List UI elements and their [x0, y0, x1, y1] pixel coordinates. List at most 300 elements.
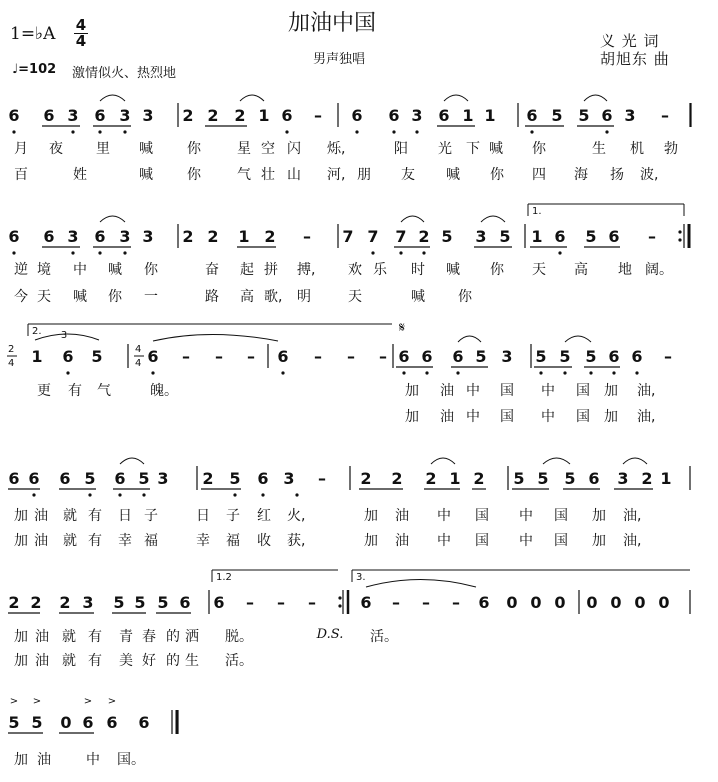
- lyric-syllable: 气: [97, 383, 111, 399]
- jianpu-note: 5: [499, 227, 511, 246]
- jianpu-note: 6: [147, 347, 159, 366]
- jianpu-note: 6: [360, 593, 372, 612]
- lyric-syllable: 加: [604, 383, 618, 399]
- lyric-syllable: 天: [37, 289, 51, 305]
- jianpu-note: 5: [564, 469, 576, 488]
- lyric-syllable: 下: [466, 141, 480, 157]
- octave-dot: [123, 130, 126, 133]
- slur: [100, 216, 125, 222]
- octave-dot: [589, 371, 592, 374]
- jianpu-note: 5: [84, 469, 96, 488]
- slur: [565, 336, 591, 342]
- lyric-syllable: 油: [34, 533, 48, 549]
- jianpu-note: 3: [67, 106, 79, 125]
- lyric-syllable: 喊: [139, 167, 153, 183]
- slur: [100, 95, 125, 101]
- jianpu-note: 1: [484, 106, 496, 125]
- jianpu-note: 6: [138, 713, 150, 732]
- jianpu-note: 5: [537, 469, 549, 488]
- jianpu-note: 6: [82, 713, 94, 732]
- lyric-syllable: 国: [554, 508, 568, 524]
- lyric-syllable: 拼: [264, 262, 278, 278]
- lyricist-credit: 义 光 词: [600, 32, 660, 50]
- lyric-syllable: 更: [37, 383, 51, 399]
- jianpu-note: 5: [475, 347, 487, 366]
- lyric-syllable: 壮: [261, 167, 275, 183]
- jianpu-note: 6: [281, 106, 293, 125]
- lyric-syllable: 你: [490, 262, 504, 278]
- lyric-syllable: 红: [257, 508, 271, 524]
- jianpu-note: 0: [634, 593, 646, 612]
- time-change-denominator: 4: [8, 358, 15, 369]
- jianpu-note: 6: [398, 347, 410, 366]
- slur: [444, 95, 468, 101]
- jianpu-note: 3: [119, 227, 131, 246]
- lyric-syllable: 就: [62, 653, 76, 669]
- volta-ending-1-2-label: 1.2: [216, 572, 232, 583]
- jianpu-note: –: [379, 347, 387, 366]
- jianpu-note: 6: [608, 347, 620, 366]
- jianpu-note: 6: [179, 593, 191, 612]
- jianpu-note: –: [215, 347, 223, 366]
- octave-dot: [530, 130, 533, 133]
- volta-ending-3-label: 3.: [356, 572, 366, 583]
- lyric-syllable: 油: [395, 533, 409, 549]
- lyric-syllable: 幸: [196, 533, 210, 549]
- lyric-syllable: 地: [618, 262, 632, 278]
- lyric-syllable: 朋: [357, 167, 371, 183]
- lyric-syllable: 天: [532, 262, 546, 278]
- accent-mark: >: [83, 696, 93, 707]
- volta-ending-1-label: 1.: [532, 206, 542, 217]
- jianpu-note: –: [182, 347, 190, 366]
- lyric-syllable: 加: [364, 533, 378, 549]
- jianpu-note: 2: [360, 469, 372, 488]
- octave-dot: [142, 493, 145, 496]
- key-signature: 1=♭A: [10, 24, 56, 44]
- lyric-syllable: 获,: [287, 533, 306, 549]
- jianpu-note: 3: [67, 227, 79, 246]
- lyric-syllable: 国: [475, 508, 489, 524]
- octave-dot: [415, 130, 418, 133]
- lyric-syllable: 加: [14, 752, 28, 768]
- jianpu-note: 6: [59, 469, 71, 488]
- jianpu-note: 1: [531, 227, 543, 246]
- jianpu-note: 5: [91, 347, 103, 366]
- time-numerator: 4: [75, 16, 87, 34]
- jianpu-note: –: [661, 106, 669, 125]
- lyric-syllable: 喊: [139, 141, 153, 157]
- lyric-syllable: 加: [592, 533, 606, 549]
- jianpu-note: –: [247, 347, 255, 366]
- jianpu-note: 3: [142, 106, 154, 125]
- slur: [431, 458, 455, 464]
- jianpu-note: 6: [388, 106, 400, 125]
- lyric-syllable: 喊: [411, 289, 425, 305]
- lyric-syllable: 加: [14, 533, 28, 549]
- lyric-syllable: 加: [405, 409, 419, 425]
- octave-dot: [281, 371, 284, 374]
- lyric-syllable: 逆: [14, 262, 28, 278]
- jianpu-note: 1: [238, 227, 250, 246]
- repeat-dot: [338, 604, 341, 607]
- jianpu-note: 2: [8, 593, 20, 612]
- repeat-dot: [678, 238, 681, 241]
- lyric-syllable: 加: [592, 508, 606, 524]
- jianpu-note: 6: [554, 227, 566, 246]
- lyric-syllable: 中: [437, 533, 451, 549]
- lyric-syllable: 加: [14, 508, 28, 524]
- time-change-denominator: 4: [135, 358, 142, 369]
- lyric-syllable: 你: [187, 167, 201, 183]
- octave-dot: [558, 251, 561, 254]
- lyric-syllable: 喊: [446, 167, 460, 183]
- jianpu-note: 3: [501, 347, 513, 366]
- jianpu-note: 6: [526, 106, 538, 125]
- lyric-syllable: 有: [88, 533, 102, 549]
- lyric-syllable: 里: [96, 141, 110, 157]
- lyric-syllable: 中: [437, 508, 451, 524]
- lyric-syllable: 加: [14, 629, 28, 645]
- jianpu-note: 1: [660, 469, 672, 488]
- jianpu-note: 2: [30, 593, 42, 612]
- jianpu-note: 6: [43, 106, 55, 125]
- lyric-syllable: 歌,: [264, 289, 283, 305]
- jianpu-note: 6: [351, 106, 363, 125]
- jianpu-note: –: [246, 593, 254, 612]
- octave-dot: [98, 251, 101, 254]
- lyric-syllable: 欢: [348, 262, 362, 278]
- lyric-syllable: 日: [118, 508, 132, 524]
- lyric-syllable: 福: [144, 533, 158, 549]
- lyric-syllable: 四: [532, 167, 546, 183]
- lyric-syllable: 机: [630, 141, 644, 157]
- jianpu-note: 6: [43, 227, 55, 246]
- jianpu-note: 6: [8, 469, 20, 488]
- lyric-syllable: 时: [411, 262, 425, 278]
- jianpu-note: –: [648, 227, 656, 246]
- jianpu-note: 3: [475, 227, 487, 246]
- jianpu-note: 0: [554, 593, 566, 612]
- lyric-syllable: 气: [237, 167, 251, 183]
- lyric-syllable: 油: [440, 409, 454, 425]
- lyric-syllable: 魄。: [150, 383, 178, 399]
- jianpu-note: 7: [367, 227, 379, 246]
- lyric-syllable: 青: [119, 629, 133, 645]
- octave-dot: [12, 251, 15, 254]
- jianpu-note: –: [347, 347, 355, 366]
- lyric-syllable: 你: [532, 141, 546, 157]
- octave-dot: [71, 251, 74, 254]
- octave-dot: [285, 130, 288, 133]
- lyric-syllable: 星: [237, 141, 251, 157]
- lyric-syllable: 春: [142, 629, 156, 645]
- octave-dot: [66, 371, 69, 374]
- jianpu-note: 5: [113, 593, 125, 612]
- lyric-syllable: 友: [401, 167, 415, 183]
- lyric-syllable: 油: [34, 508, 48, 524]
- jianpu-note: –: [277, 593, 285, 612]
- octave-dot: [151, 371, 154, 374]
- octave-dot: [32, 493, 35, 496]
- lyric-syllable: 你: [490, 167, 504, 183]
- lyric-syllable: 奋: [205, 262, 219, 278]
- jianpu-note: 5: [229, 469, 241, 488]
- lyric-syllable: 油,: [623, 533, 642, 549]
- jianpu-note: 2: [264, 227, 276, 246]
- jianpu-note: 6: [8, 227, 20, 246]
- jianpu-note: 3: [119, 106, 131, 125]
- lyric-syllable: 中: [541, 409, 555, 425]
- jianpu-note: 6: [601, 106, 613, 125]
- octave-dot: [392, 130, 395, 133]
- lyric-syllable: 国: [554, 533, 568, 549]
- lyric-syllable: 中: [466, 409, 480, 425]
- lyric-syllable: 加: [604, 409, 618, 425]
- jianpu-note: 5: [551, 106, 563, 125]
- lyric-syllable: 子: [226, 508, 240, 524]
- lyric-syllable: 路: [205, 289, 219, 305]
- jianpu-note: 6: [8, 106, 20, 125]
- lyric-syllable: 山: [287, 167, 301, 183]
- octave-dot: [402, 371, 405, 374]
- jianpu-note: 0: [610, 593, 622, 612]
- jianpu-note: 0: [658, 593, 670, 612]
- jianpu-note: 2: [425, 469, 437, 488]
- lyric-syllable: 你: [108, 289, 122, 305]
- lyric-syllable: 中: [541, 383, 555, 399]
- jianpu-note: –: [314, 106, 322, 125]
- jianpu-note: 0: [60, 713, 72, 732]
- jianpu-note: 6: [94, 106, 106, 125]
- lyric-syllable: 日: [196, 508, 210, 524]
- octave-dot: [123, 251, 126, 254]
- jianpu-note: 5: [535, 347, 547, 366]
- jianpu-note: 6: [608, 227, 620, 246]
- jianpu-note: 6: [277, 347, 289, 366]
- expression-marking: 激情似火、热烈地: [72, 66, 177, 81]
- slur: [458, 336, 481, 342]
- octave-dot: [635, 371, 638, 374]
- jianpu-note: 6: [588, 469, 600, 488]
- octave-dot: [425, 371, 428, 374]
- lyric-syllable: 光: [438, 141, 452, 157]
- lyric-syllable: 中: [86, 752, 100, 768]
- lyric-syllable: 起: [240, 262, 254, 278]
- jianpu-note: 0: [586, 593, 598, 612]
- jianpu-note: –: [664, 347, 672, 366]
- jianpu-note: 0: [506, 593, 518, 612]
- jianpu-note: –: [308, 593, 316, 612]
- lyric-syllable: 扬: [610, 167, 624, 183]
- octave-dot: [371, 251, 374, 254]
- lyric-syllable: 的: [166, 653, 180, 669]
- lyric-syllable: 闪: [287, 141, 301, 157]
- octave-dot: [563, 371, 566, 374]
- lyric-syllable: 喊: [108, 262, 122, 278]
- lyric-syllable: 高: [240, 289, 254, 305]
- lyric-syllable: 脱。: [225, 629, 253, 645]
- lyric-syllable: 火,: [287, 508, 306, 524]
- repeat-dot: [338, 596, 341, 599]
- lyric-syllable: 你: [144, 262, 158, 278]
- slur: [481, 216, 505, 222]
- jianpu-note: 5: [157, 593, 169, 612]
- jianpu-note: 5: [559, 347, 571, 366]
- accent-mark: >: [107, 696, 117, 707]
- lyric-syllable: 百: [14, 167, 28, 183]
- lyric-syllable: 加: [14, 653, 28, 669]
- octave-dot: [118, 493, 121, 496]
- lyric-syllable: 河,: [327, 167, 346, 183]
- lyric-syllable: 阳: [394, 141, 408, 157]
- lyric-syllable: 国: [500, 409, 514, 425]
- jianpu-note: 7: [395, 227, 407, 246]
- octave-dot: [295, 493, 298, 496]
- lyric-syllable: 月: [14, 141, 28, 157]
- octave-dot: [88, 493, 91, 496]
- lyric-syllable: 油,: [637, 409, 656, 425]
- lyric-syllable: 有: [88, 653, 102, 669]
- time-change-numerator: 2: [8, 344, 15, 355]
- octave-dot: [355, 130, 358, 133]
- jianpu-note: 3: [157, 469, 169, 488]
- jianpu-note: 2: [641, 469, 653, 488]
- jianpu-note: 6: [213, 593, 225, 612]
- jianpu-note: 6: [421, 347, 433, 366]
- octave-dot: [539, 371, 542, 374]
- lyric-syllable: 就: [62, 629, 76, 645]
- jianpu-note: 5: [585, 347, 597, 366]
- accent-mark: >: [32, 696, 42, 707]
- lyric-syllable: 中: [519, 533, 533, 549]
- jianpu-note: 6: [28, 469, 40, 488]
- octave-dot: [261, 493, 264, 496]
- slur: [584, 95, 607, 101]
- jianpu-note: 6: [438, 106, 450, 125]
- lyric-syllable: 油: [395, 508, 409, 524]
- jianpu-note: 3: [142, 227, 154, 246]
- octave-dot: [605, 130, 608, 133]
- jianpu-note: –: [318, 469, 326, 488]
- octave-dot: [456, 371, 459, 374]
- lyric-syllable: 有: [88, 508, 102, 524]
- lyric-syllable: 中: [466, 383, 480, 399]
- jianpu-note: 5: [31, 713, 43, 732]
- lyric-syllable: 喊: [446, 262, 460, 278]
- jianpu-note: 2: [234, 106, 246, 125]
- lyric-syllable: 活。: [370, 629, 398, 645]
- jianpu-note: 1: [31, 347, 43, 366]
- lyric-syllable: 好: [142, 653, 156, 669]
- lyric-syllable: 生: [592, 141, 606, 157]
- lyric-syllable: 今: [14, 289, 28, 305]
- lyric-syllable: 收: [257, 533, 271, 549]
- jianpu-note: 5: [134, 593, 146, 612]
- jianpu-note: 6: [114, 469, 126, 488]
- lyric-syllable: 喊: [73, 289, 87, 305]
- lyric-syllable: 油: [35, 653, 49, 669]
- lyric-syllable: 加: [364, 508, 378, 524]
- jianpu-note: 1: [258, 106, 270, 125]
- jianpu-note: 2: [473, 469, 485, 488]
- lyric-syllable: 天: [348, 289, 362, 305]
- lyric-syllable: 活。: [225, 653, 253, 669]
- jianpu-note: 2: [391, 469, 403, 488]
- lyric-syllable: 油: [440, 383, 454, 399]
- jianpu-note: 6: [478, 593, 490, 612]
- jianpu-note: 6: [631, 347, 643, 366]
- jianpu-note: 5: [8, 713, 20, 732]
- jianpu-note: 3: [624, 106, 636, 125]
- octave-dot: [612, 371, 615, 374]
- lyric-syllable: 夜: [49, 141, 63, 157]
- lyric-syllable: 国: [576, 409, 590, 425]
- lyric-syllable: 加: [405, 383, 419, 399]
- jianpu-note: 6: [62, 347, 74, 366]
- lyric-syllable: 福: [226, 533, 240, 549]
- jianpu-note: 2: [202, 469, 214, 488]
- lyric-syllable: 中: [519, 508, 533, 524]
- lyric-syllable: 波,: [640, 167, 659, 183]
- jianpu-note: 3: [283, 469, 295, 488]
- time-change-numerator: 4: [135, 344, 142, 355]
- lyric-syllable: 有: [68, 383, 82, 399]
- jianpu-note: 5: [578, 106, 590, 125]
- lyric-syllable: 国: [576, 383, 590, 399]
- slur: [623, 458, 647, 464]
- lyric-syllable: 国: [475, 533, 489, 549]
- jianpu-note: 6: [257, 469, 269, 488]
- octave-dot: [98, 130, 101, 133]
- composer-credit: 胡旭东 曲: [600, 50, 670, 68]
- jianpu-note: 2: [182, 227, 194, 246]
- jianpu-note: 2: [59, 593, 71, 612]
- triplet-number: 3: [60, 330, 68, 341]
- lyric-syllable: 国: [500, 383, 514, 399]
- jianpu-note: 6: [106, 713, 118, 732]
- jianpu-note: 3: [82, 593, 94, 612]
- repeat-dot: [678, 230, 681, 233]
- lyric-syllable: 就: [63, 533, 77, 549]
- lyric-syllable: 幸: [118, 533, 132, 549]
- lyric-syllable: 油: [35, 629, 49, 645]
- jianpu-note: –: [314, 347, 322, 366]
- octave-dot: [422, 251, 425, 254]
- jianpu-note: 7: [342, 227, 354, 246]
- lyric-syllable: 你: [458, 289, 472, 305]
- jianpu-note: 1: [462, 106, 474, 125]
- jianpu-note: 3: [617, 469, 629, 488]
- lyric-syllable: 空: [261, 141, 275, 157]
- jianpu-note: 5: [441, 227, 453, 246]
- octave-dot: [71, 130, 74, 133]
- jianpu-note: 1: [449, 469, 461, 488]
- lyric-syllable: 你: [187, 141, 201, 157]
- segno-sign: 𝄋: [398, 320, 406, 336]
- lyric-syllable: 阔。: [645, 262, 673, 278]
- jianpu-note: 2: [207, 227, 219, 246]
- jianpu-note: 5: [138, 469, 150, 488]
- lyric-syllable: 海: [574, 167, 588, 183]
- octave-dot: [233, 493, 236, 496]
- lyric-syllable: 美: [119, 653, 133, 669]
- lyric-syllable: 搏,: [297, 262, 316, 278]
- song-subtitle: 男声独唱: [313, 52, 366, 67]
- slur: [401, 216, 424, 222]
- dal-segno-marking: D.S.: [316, 627, 344, 642]
- accent-mark: >: [9, 696, 19, 707]
